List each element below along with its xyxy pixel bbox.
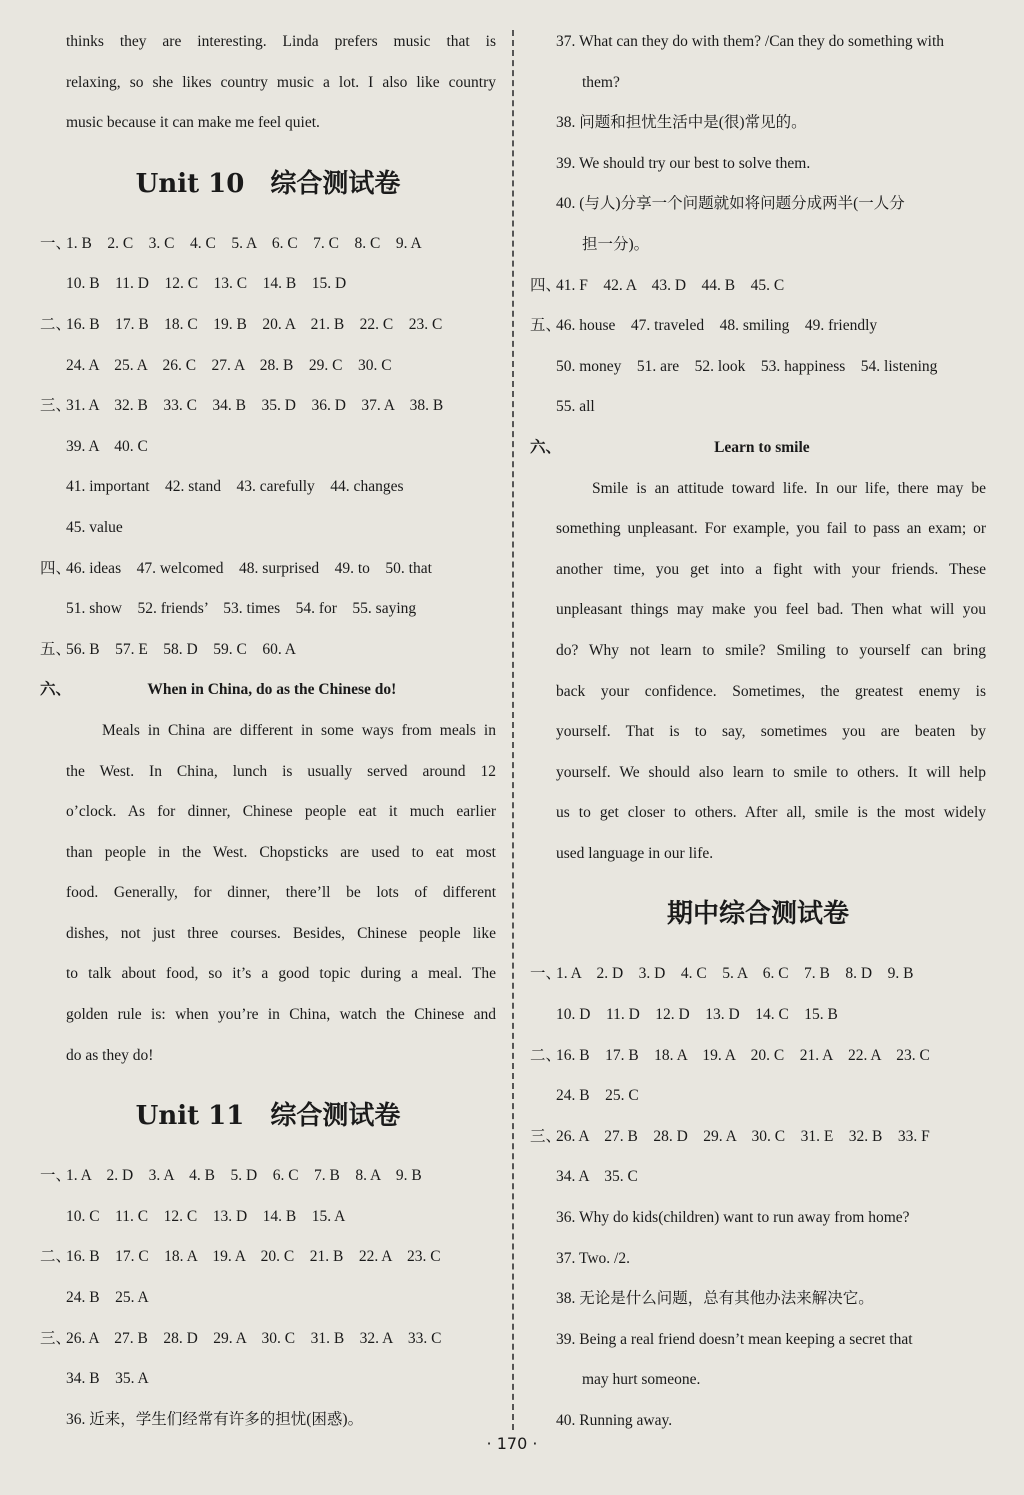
- answer-line: [40, 1359, 496, 1400]
- section-prefix: 三、: [40, 1329, 72, 1347]
- answer-line: [40, 508, 496, 549]
- answer-text: 24. B 25. A: [66, 1289, 149, 1307]
- answer-text: 46. house 47. traveled 48. smiling 49. friendly: [556, 317, 878, 335]
- paragraph-line: music because it can make me feel quiet.: [66, 114, 320, 132]
- answer-text: 24. A 25. A 26. C 27. A 28. B 29. C 30. C: [66, 356, 392, 374]
- answer-line: [530, 1076, 986, 1117]
- right-essay-prefix: 六、: [530, 438, 562, 456]
- answer-line: [530, 1117, 986, 1158]
- answer-text: 34. B 35. A: [66, 1370, 149, 1388]
- section-prefix: 一、: [40, 1167, 72, 1185]
- answer-text: 41. important 42. stand 43. carefully 44. changes: [66, 478, 404, 496]
- paragraph-line: relaxing, so she likes country music a lot. I also like country: [66, 73, 496, 91]
- answer-text: 10. B 11. D 12. C 13. C 14. B 15. D: [66, 275, 347, 293]
- answer-text: 39. A 40. C: [66, 437, 148, 455]
- answer-text: 1. A 2. D 3. D 4. C 5. A 6. C 7. B 8. D 9. B: [556, 965, 914, 983]
- paragraph-line: us to get closer to others. After all, smile is the most widely: [556, 804, 986, 822]
- answer-text: 37. Two. /2.: [556, 1249, 630, 1267]
- answer-text: 24. B 25. C: [556, 1087, 639, 1105]
- paragraph-line: do? Why not learn to smile? Smiling to yourself can bring: [556, 641, 986, 659]
- answer-text: 26. A 27. B 28. D 29. A 30. C 31. E 32. B 33. F: [556, 1127, 930, 1145]
- answer-line: [530, 995, 986, 1036]
- answer-text: 40. Running away.: [556, 1412, 673, 1429]
- answer-text: 50. money 51. are 52. look 53. happiness 54. listening: [556, 357, 938, 375]
- paragraph-line: another time, you get into a fight with your friends. These: [556, 560, 986, 578]
- right-essay: [530, 469, 986, 875]
- answer-line: [530, 306, 986, 347]
- answer-line: [530, 1239, 986, 1280]
- answer-text: 34. A 35. C: [556, 1168, 638, 1186]
- answer-line: [530, 63, 986, 104]
- answer-line: [40, 467, 496, 508]
- answer-text: 56. B 57. E 58. D 59. C 60. A: [66, 640, 296, 658]
- answer-text: 担一分)。: [582, 235, 650, 253]
- unit10-title: Unit 10 综合测试卷: [135, 168, 401, 199]
- answer-text: 16. B 17. C 18. A 19. A 20. C 21. B 22. A 23. C: [66, 1248, 441, 1266]
- midterm-title: 期中综合测试卷: [666, 899, 849, 930]
- answer-line: [40, 224, 496, 265]
- answer-line: [40, 427, 496, 468]
- answer-text: 16. B 17. B 18. A 19. A 20. C 21. A 22. A 23. C: [556, 1046, 930, 1064]
- answer-line: [530, 225, 986, 266]
- answer-text: 51. show 52. friends’ 53. times 54. for 55. saying: [66, 600, 417, 618]
- paragraph-line: thinks they are interesting. Linda prefers music that is: [66, 33, 496, 50]
- answer-text: 31. A 32. B 33. C 34. B 35. D 36. D 37. A 38. B: [66, 397, 444, 415]
- answer-text: 46. ideas 47. welcomed 48. surprised 49. to 50. that: [66, 559, 432, 577]
- left-top-paragraph: [40, 22, 496, 144]
- section-prefix: 一、: [530, 965, 562, 983]
- section-prefix: 三、: [530, 1127, 562, 1145]
- answer-line: [530, 22, 986, 63]
- answer-line: [40, 264, 496, 305]
- paragraph-line: unpleasant things may make you feel bad. Then what will you: [556, 601, 986, 619]
- answer-line: [40, 1278, 496, 1319]
- paragraph-line: dishes, not just three courses. Besides, Chinese people like: [66, 924, 496, 942]
- answer-text: may hurt someone.: [582, 1371, 701, 1389]
- answer-line: [530, 266, 986, 307]
- left-essay-title: When in China, do as the Chinese do!: [147, 681, 397, 699]
- section-prefix: 二、: [40, 315, 72, 333]
- paragraph-line: Meals in China are different in some ways from meals in: [102, 721, 496, 739]
- left-essay-title-line: [40, 670, 496, 711]
- answer-line: [530, 1360, 986, 1401]
- section-prefix: 五、: [40, 640, 72, 658]
- answer-line: [530, 184, 986, 225]
- answer-text: 10. D 11. D 12. D 13. D 14. C 15. B: [556, 1006, 838, 1024]
- answer-text: 55. all: [556, 398, 595, 416]
- paragraph-line: Smile is an attitude toward life. In our life, there may be: [592, 479, 986, 497]
- answer-line: [40, 346, 496, 387]
- paragraph-line: o’clock. As for dinner, Chinese people eat it much earlier: [66, 803, 496, 821]
- answer-text: 40. (与人)分享一个问题就如将问题分成两半(一人分: [556, 195, 905, 213]
- answer-line: [530, 1198, 986, 1239]
- answer-line: [530, 347, 986, 388]
- right-column: [530, 22, 986, 1442]
- right-top-answers: [530, 22, 986, 428]
- answer-line: [40, 386, 496, 427]
- page-number: · 170 ·: [486, 1434, 538, 1453]
- answer-text: 26. A 27. B 28. D 29. A 30. C 31. B 32. A 33. C: [66, 1329, 442, 1347]
- answer-line: [40, 630, 496, 671]
- answer-text: 16. B 17. B 18. C 19. B 20. A 21. B 22. C 23. C: [66, 315, 443, 333]
- section-prefix: 四、: [530, 276, 562, 294]
- answer-line: [530, 954, 986, 995]
- paragraph-line: used language in our life.: [556, 844, 714, 862]
- paragraph-line: something unpleasant. For example, you fail to pass an exam; or: [556, 520, 986, 538]
- answer-line: [40, 1197, 496, 1238]
- left-column: [40, 22, 496, 1440]
- answer-line: [530, 1036, 986, 1077]
- answer-line: [530, 1320, 986, 1361]
- midterm-answers: [530, 954, 986, 1441]
- section-prefix: 三、: [40, 397, 72, 415]
- right-essay-title: Learn to smile: [714, 438, 810, 456]
- right-essay-title-line: [530, 428, 986, 469]
- answer-text: 38. 问题和担忧生活中是(很)常见的。: [556, 114, 807, 132]
- paragraph-line: golden rule is: when you’re in China, watch the Chinese and: [66, 1006, 496, 1024]
- answer-line: [530, 1157, 986, 1198]
- column-divider: [512, 30, 514, 1430]
- left-essay: [40, 711, 496, 1076]
- paragraph-line: back your confidence. Sometimes, the greatest enemy is: [556, 682, 986, 700]
- left-essay-prefix: 六、: [40, 681, 72, 699]
- section-prefix: 一、: [40, 234, 72, 252]
- answer-line: [530, 103, 986, 144]
- section-prefix: 二、: [530, 1046, 562, 1064]
- answer-line: [530, 144, 986, 185]
- answer-text: 36. Why do kids(children) want to run away from home?: [556, 1209, 910, 1227]
- answer-text: 38. 无论是什么问题，总有其他办法来解决它。: [556, 1290, 874, 1308]
- answer-text: them?: [582, 73, 620, 91]
- unit10-answers: [40, 224, 496, 671]
- paragraph-line: the West. In China, lunch is usually served around 12: [66, 762, 496, 780]
- answer-line: [40, 1237, 496, 1278]
- paragraph-line: yourself. We should also learn to smile to others. It will help: [556, 763, 986, 781]
- answer-text: 45. value: [66, 518, 123, 536]
- answer-line: [40, 1156, 496, 1197]
- answer-line: [40, 1319, 496, 1360]
- answer-text: 41. F 42. A 43. D 44. B 45. C: [556, 276, 785, 294]
- answer-line: [40, 305, 496, 346]
- answer-text: 10. C 11. C 12. C 13. D 14. B 15. A: [66, 1207, 346, 1225]
- answer-text: 36. 近来，学生们经常有许多的担忧(困惑)。: [66, 1410, 364, 1428]
- answer-line: [530, 387, 986, 428]
- section-prefix: 五、: [530, 317, 562, 335]
- section-prefix: 二、: [40, 1248, 72, 1266]
- unit11-answers: [40, 1156, 496, 1440]
- paragraph-line: do as they do!: [66, 1046, 154, 1064]
- answer-line: [40, 549, 496, 590]
- paragraph-line: to talk about food, so it’s a good topic during a meal. The: [66, 965, 496, 983]
- paragraph-line: than people in the West. Chopsticks are used to eat most: [66, 843, 496, 861]
- answer-text: 37. What can they do with them? /Can they do something with: [556, 33, 945, 50]
- answer-text: 39. Being a real friend doesn’t mean keeping a secret that: [556, 1330, 913, 1348]
- answer-text: 39. We should try our best to solve them.: [556, 154, 811, 172]
- section-prefix: 四、: [40, 559, 72, 577]
- paragraph-line: yourself. That is to say, sometimes you are beaten by: [556, 723, 986, 741]
- answer-line: [40, 589, 496, 630]
- paragraph-line: food. Generally, for dinner, there’ll be lots of different: [66, 884, 496, 902]
- answer-text: 1. A 2. D 3. A 4. B 5. D 6. C 7. B 8. A 9. B: [66, 1167, 422, 1185]
- answer-text: 1. B 2. C 3. C 4. C 5. A 6. C 7. C 8. C 9. A: [66, 234, 422, 252]
- answer-line: [530, 1279, 986, 1320]
- unit11-title: Unit 11 综合测试卷: [135, 1101, 401, 1132]
